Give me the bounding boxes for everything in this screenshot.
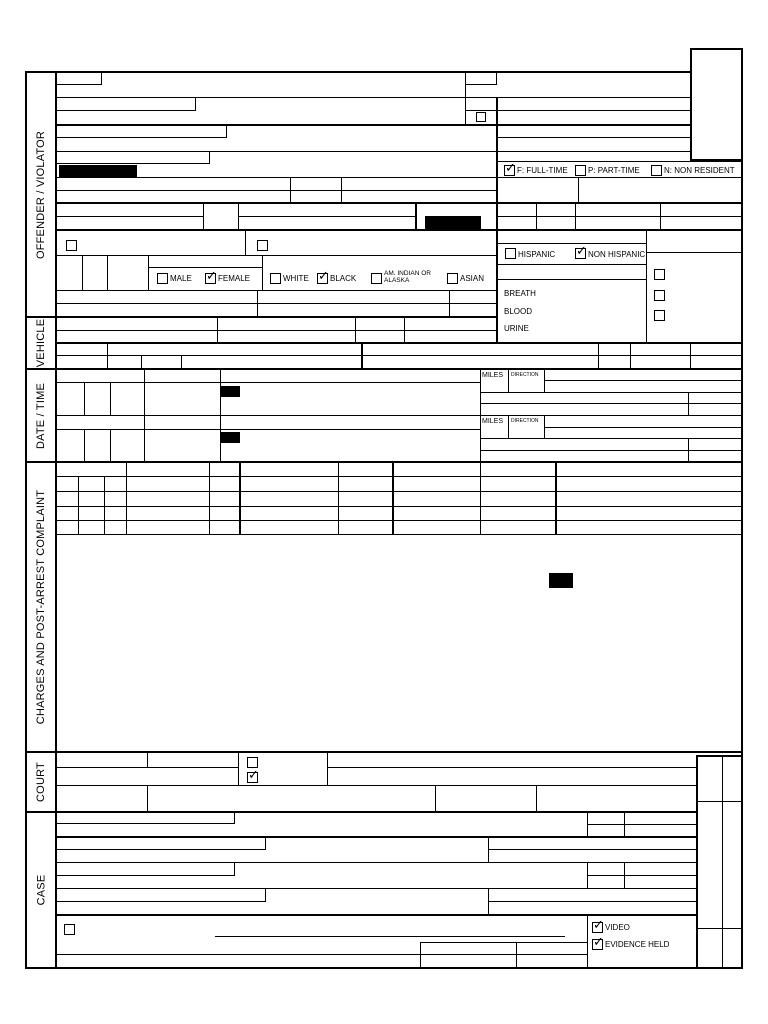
row-line (238, 216, 416, 217)
col-line (488, 838, 489, 862)
test-checkbox-1[interactable] (654, 269, 665, 280)
col-line (220, 370, 221, 462)
check-mark: ✓ (206, 269, 217, 284)
row-line (57, 506, 743, 507)
col-line (646, 231, 647, 343)
row-line (195, 98, 196, 111)
row-line (481, 392, 743, 393)
row-line (57, 124, 691, 126)
race-black-checkbox[interactable] (317, 269, 329, 284)
row-line (57, 316, 497, 318)
residency-full-time-checkbox[interactable] (504, 161, 516, 176)
row-line (57, 216, 204, 217)
row-line (497, 264, 647, 265)
row-line (363, 355, 743, 356)
row-line (57, 875, 235, 876)
col-line (147, 786, 148, 811)
row-line (481, 415, 743, 416)
col-line (144, 370, 145, 462)
court-checkbox-1[interactable] (247, 757, 258, 768)
non-hispanic-checkbox[interactable] (575, 244, 587, 259)
row-line (57, 303, 497, 304)
race-am-indian-label: AM. INDIAN OR ALASKA (384, 270, 431, 284)
row-line (497, 279, 647, 280)
col-line (234, 863, 235, 876)
row-line (488, 849, 696, 850)
col-line (696, 755, 698, 969)
row-line (497, 216, 743, 217)
section-label-charges: CHARGES AND POST-ARREST COMPLAINT (35, 489, 48, 725)
residency-part-time-checkbox[interactable] (575, 165, 586, 176)
row-line (466, 110, 497, 111)
col-line (338, 463, 339, 535)
row-line (57, 382, 481, 383)
check-mark: ✓ (318, 269, 329, 284)
row-line (57, 862, 696, 863)
col-line (496, 73, 497, 85)
row-line (101, 73, 102, 85)
col-line (126, 463, 127, 535)
row-line (57, 290, 497, 291)
redacted-field (549, 573, 573, 588)
check-mark: ✓ (576, 244, 587, 259)
case-checkbox[interactable] (64, 924, 75, 935)
row-line (420, 942, 588, 943)
col-line (265, 838, 266, 850)
row-line (544, 427, 743, 428)
col-line (147, 753, 148, 767)
section-label-vehicle: VEHICLE (35, 318, 48, 368)
row-line (57, 110, 195, 111)
outer-top-rule (25, 71, 691, 73)
row-line (57, 811, 696, 813)
row-line (57, 137, 227, 138)
row-line (646, 252, 743, 253)
col-line (496, 97, 498, 343)
direction-label-2: DIRECTION (511, 418, 539, 424)
row-line (696, 967, 743, 969)
residency-full-time-label: F: FULL-TIME (517, 166, 568, 175)
outer-bottom-rule (25, 967, 57, 969)
offender-checkbox-2[interactable] (66, 240, 77, 251)
residency-non-resident-label: N: NON RESIDENT (664, 166, 735, 175)
col-line (234, 813, 235, 824)
row-line (148, 267, 263, 268)
col-line (536, 786, 537, 811)
row-line (57, 84, 102, 85)
col-line (598, 344, 599, 369)
col-line (107, 344, 108, 369)
col-line (110, 430, 111, 462)
row-line (57, 751, 743, 753)
col-line (465, 73, 466, 125)
row-line (57, 330, 497, 331)
photo-box (690, 48, 743, 161)
outer-right-rule (741, 160, 743, 969)
evidence-held-checkbox[interactable] (592, 935, 604, 950)
sex-male-checkbox[interactable] (157, 273, 168, 284)
test-urine-label: URINE (504, 324, 529, 333)
row-line (57, 888, 696, 889)
row-line (57, 967, 697, 969)
row-line (57, 823, 235, 824)
row-line (497, 161, 743, 162)
row-line (57, 202, 743, 204)
redacted-field (59, 165, 137, 177)
col-line (392, 463, 394, 535)
section-label-offender: OFFENDER / VIOLATOR (35, 130, 48, 259)
col-line (516, 942, 517, 969)
col-line (624, 813, 625, 837)
row-line (696, 801, 743, 802)
test-blood-label: BLOOD (504, 307, 533, 316)
race-white-label: WHITE (283, 274, 309, 283)
row-line (497, 177, 743, 178)
direction-label-1: DIRECTION (511, 372, 539, 378)
sex-male-label: MALE (170, 274, 192, 283)
row-line (544, 380, 743, 381)
col-line (209, 463, 210, 535)
row-line (57, 429, 481, 430)
video-label: VIDEO (605, 923, 630, 932)
col-line (110, 383, 111, 416)
row-line (57, 901, 266, 902)
row-line (696, 755, 743, 757)
col-line (722, 755, 723, 969)
row-line (497, 243, 647, 244)
race-white-checkbox[interactable] (270, 273, 281, 284)
evidence-held-label: EVIDENCE HELD (605, 940, 670, 949)
court-checkbox-2[interactable] (247, 768, 259, 783)
residency-non-resident-checkbox[interactable] (651, 165, 662, 176)
test-checkbox-3[interactable] (654, 310, 665, 321)
col-line (544, 370, 545, 392)
col-line (361, 344, 363, 369)
row-line (57, 954, 588, 955)
row-line (57, 849, 266, 850)
col-line (82, 256, 83, 290)
col-line (435, 786, 436, 811)
row-line (57, 415, 481, 416)
col-line (688, 392, 689, 416)
row-line (327, 767, 696, 768)
redacted-field (425, 216, 481, 229)
residency-part-time-label: P: PART-TIME (588, 166, 640, 175)
hispanic-label: HISPANIC (518, 250, 556, 259)
row-line (481, 403, 743, 404)
row-line (57, 534, 743, 535)
offender-checkbox-1[interactable] (476, 112, 486, 122)
redacted-field (220, 386, 240, 397)
col-line (578, 178, 579, 203)
check-mark: ✓ (593, 918, 604, 933)
row-line (481, 438, 743, 439)
non-hispanic-label: NON HISPANIC (588, 250, 646, 259)
col-line (239, 463, 241, 535)
row-line (57, 914, 696, 916)
miles-label-1: MILES (482, 372, 504, 379)
section-label-datetime: DATE / TIME (35, 382, 47, 449)
row-line (57, 177, 497, 178)
row-line (57, 97, 691, 98)
col-line (420, 942, 421, 969)
check-mark: ✓ (593, 935, 604, 950)
row-line (57, 520, 743, 521)
col-line (84, 383, 85, 416)
col-line (181, 355, 182, 369)
row-line (497, 137, 691, 138)
col-line (265, 889, 266, 902)
video-checkbox[interactable] (592, 918, 604, 933)
col-line (555, 463, 557, 535)
col-line (84, 430, 85, 462)
col-line (238, 753, 239, 786)
col-line (262, 256, 263, 290)
offender-checkbox-3[interactable] (257, 240, 268, 251)
row-line (57, 190, 497, 191)
row-line (57, 767, 239, 768)
col-line (630, 344, 631, 369)
section-label-court: COURT (35, 762, 48, 802)
row-line (209, 152, 210, 164)
col-line (148, 256, 149, 290)
check-mark: ✓ (505, 161, 516, 176)
row-line (57, 476, 743, 477)
test-checkbox-2[interactable] (654, 290, 665, 301)
col-line (480, 370, 481, 462)
row-line (488, 901, 696, 902)
redacted-field (220, 432, 240, 443)
row-line (226, 126, 227, 138)
row-line (57, 355, 362, 356)
row-line (481, 450, 743, 451)
col-line (480, 463, 481, 535)
row-line (57, 836, 696, 838)
row-line (57, 368, 743, 370)
col-line (141, 355, 142, 369)
row-line (57, 342, 743, 344)
col-line (245, 231, 246, 256)
col-line (508, 370, 509, 392)
row-line (57, 255, 497, 256)
col-line (508, 416, 509, 438)
row-line (466, 84, 497, 85)
col-line (327, 753, 328, 786)
row-line (57, 491, 743, 492)
race-am-indian-checkbox[interactable] (371, 273, 382, 284)
col-line (690, 344, 691, 369)
row-line (587, 875, 696, 876)
race-asian-label: ASIAN (460, 274, 485, 283)
row-line (57, 785, 696, 786)
row-line (57, 229, 743, 231)
col-line (107, 256, 108, 290)
row-line (57, 163, 210, 164)
check-mark: ✓ (248, 768, 259, 783)
row-line (696, 928, 743, 929)
row-line (587, 824, 696, 825)
row-line (215, 936, 565, 937)
section-label-case: CASE (35, 874, 48, 906)
race-asian-checkbox[interactable] (447, 273, 458, 284)
hispanic-checkbox[interactable] (505, 248, 516, 259)
col-line (587, 813, 588, 837)
miles-label-2: MILES (482, 418, 504, 425)
sex-female-label: FEMALE (218, 274, 251, 283)
row-line (57, 151, 691, 152)
race-black-label: BLACK (330, 274, 357, 283)
row-line (57, 461, 743, 463)
sex-female-checkbox[interactable] (205, 269, 217, 284)
test-breath-label: BREATH (504, 289, 536, 298)
row-line (497, 110, 691, 111)
